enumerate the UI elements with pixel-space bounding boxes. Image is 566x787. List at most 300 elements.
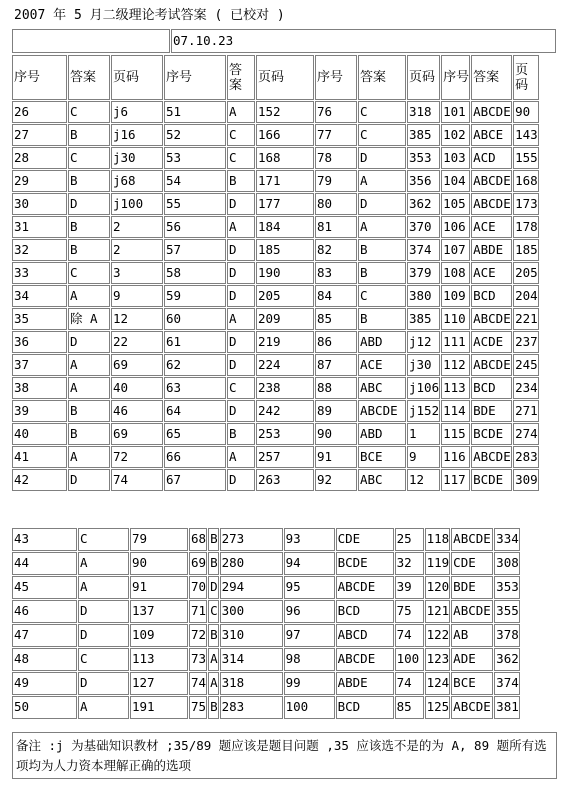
table-cell: 205 (513, 262, 539, 284)
table-cell: 113 (130, 648, 188, 671)
table-cell: j100 (111, 193, 163, 215)
table-cell: j152 (407, 400, 440, 422)
table-cell: 112 (441, 354, 470, 376)
table-cell: 92 (315, 469, 357, 491)
table-cell: B (208, 624, 219, 647)
table-cell: 33 (12, 262, 67, 284)
table-cell: D (78, 624, 129, 647)
table-cell: A (68, 377, 110, 399)
table-cell: 除 A (68, 308, 110, 330)
answers-table-top (11, 54, 540, 492)
table-cell: 46 (111, 400, 163, 422)
table-row (12, 446, 539, 468)
table-cell: C (68, 101, 110, 123)
table-cell: B (68, 423, 110, 445)
table-cell: B (68, 400, 110, 422)
table-cell: A (68, 446, 110, 468)
table-cell: CDE (451, 552, 493, 575)
table-cell: 118 (425, 528, 451, 551)
table-cell: 283 (220, 696, 283, 719)
table-cell: 37 (12, 354, 67, 376)
table-cell: j30 (111, 147, 163, 169)
table-cell: ACE (471, 216, 512, 238)
table-cell: ABDE (471, 239, 512, 261)
header-cell: 答案 (471, 55, 512, 100)
footnote: 备注 :j 为基础知识教材 ;35/89 题应该是题目问题 ,35 应该选不是的为 A, 89 题所有选项均为人力资本理解正确的选项 (12, 732, 557, 779)
table-row (12, 147, 539, 169)
table-cell: ABCDE (336, 576, 394, 599)
table-cell: 102 (441, 124, 470, 146)
table-cell: ABCD (336, 624, 394, 647)
table-cell: 38 (12, 377, 67, 399)
table-cell: 88 (315, 377, 357, 399)
table-cell: 125 (425, 696, 451, 719)
table-cell: 65 (164, 423, 226, 445)
table-cell: C (227, 147, 255, 169)
table-cell: 120 (425, 576, 451, 599)
table-cell: 40 (12, 423, 67, 445)
table-cell: 374 (494, 672, 520, 695)
table-cell: 280 (220, 552, 283, 575)
table-cell: C (68, 262, 110, 284)
table-cell: A (78, 696, 129, 719)
table-cell: A (68, 285, 110, 307)
table-cell: 72 (111, 446, 163, 468)
table-cell: 93 (284, 528, 335, 551)
table-cell: 263 (256, 469, 314, 491)
table-cell: 26 (12, 101, 67, 123)
table-cell: D (227, 262, 255, 284)
table-cell: 185 (256, 239, 314, 261)
table-cell: 204 (513, 285, 539, 307)
table-cell: 62 (164, 354, 226, 376)
table-row (12, 124, 539, 146)
table-cell: 274 (513, 423, 539, 445)
table-cell: 27 (12, 124, 67, 146)
table-cell: B (358, 308, 406, 330)
table-cell: 114 (441, 400, 470, 422)
page-title: 2007 年 5 月二级理论考试答案 ( 已校对 ) (14, 8, 285, 23)
table-cell: A (68, 354, 110, 376)
date-cell: 07.10.23 (171, 29, 556, 53)
table-cell: A (227, 216, 255, 238)
table-cell: A (78, 552, 129, 575)
table-cell: 355 (494, 600, 520, 623)
table-cell: 31 (12, 216, 67, 238)
table-cell: 100 (284, 696, 335, 719)
table-cell: 70 (189, 576, 207, 599)
table-cell: 55 (164, 193, 226, 215)
header-cell: 答案 (227, 55, 255, 100)
table-cell: A (227, 101, 255, 123)
table-cell: A (227, 446, 255, 468)
table-cell: 127 (130, 672, 188, 695)
table-cell: j16 (111, 124, 163, 146)
table-cell: ABD (358, 423, 406, 445)
table-cell: 362 (407, 193, 440, 215)
table-cell: 91 (130, 576, 188, 599)
table-row (12, 239, 539, 261)
table-cell: A (208, 648, 219, 671)
table-cell: j106 (407, 377, 440, 399)
table-cell: 143 (513, 124, 539, 146)
table-cell: 45 (12, 576, 77, 599)
table-cell: D (227, 354, 255, 376)
table-cell: 59 (164, 285, 226, 307)
table-cell: AB (451, 624, 493, 647)
table-cell: C (78, 648, 129, 671)
table-cell: ABCDE (471, 170, 512, 192)
table-cell: B (208, 552, 219, 575)
table-cell: BCD (336, 696, 394, 719)
table-cell: 3 (111, 262, 163, 284)
table-cell: 69 (189, 552, 207, 575)
table-cell: 43 (12, 528, 77, 551)
table-cell: 109 (130, 624, 188, 647)
table-cell: ACDE (471, 331, 512, 353)
table-cell: 32 (395, 552, 424, 575)
table-cell: BDE (471, 400, 512, 422)
table-cell: BDE (451, 576, 493, 599)
header-row (12, 55, 539, 100)
table-row (12, 648, 520, 671)
table-cell: 61 (164, 331, 226, 353)
table-cell: C (227, 124, 255, 146)
table-cell: 178 (513, 216, 539, 238)
table-cell: D (78, 672, 129, 695)
table-cell: 25 (395, 528, 424, 551)
table-row (12, 624, 520, 647)
table-cell: 190 (256, 262, 314, 284)
table-cell: 79 (315, 170, 357, 192)
table-cell: 237 (513, 331, 539, 353)
table-cell: 74 (395, 624, 424, 647)
table-cell: 54 (164, 170, 226, 192)
table-row (12, 552, 520, 575)
table-row (12, 354, 539, 376)
table-cell: 89 (315, 400, 357, 422)
table-cell: 83 (315, 262, 357, 284)
table-cell: ACE (358, 354, 406, 376)
table-cell: 57 (164, 239, 226, 261)
table-cell: 104 (441, 170, 470, 192)
table-cell: ABD (358, 331, 406, 353)
table-cell: 94 (284, 552, 335, 575)
table-cell: D (227, 285, 255, 307)
table-cell: 67 (164, 469, 226, 491)
table-cell: B (208, 528, 219, 551)
table-cell: j6 (111, 101, 163, 123)
table-cell: BCE (451, 672, 493, 695)
header-cell: 答案 (358, 55, 406, 100)
header-cell: 序号 (164, 55, 226, 100)
table-cell: 60 (164, 308, 226, 330)
table-cell: 30 (12, 193, 67, 215)
table-cell: 47 (12, 624, 77, 647)
table-cell: 9 (111, 285, 163, 307)
table-cell: 48 (12, 648, 77, 671)
table-cell: 106 (441, 216, 470, 238)
table-cell: 50 (12, 696, 77, 719)
table-cell: ABCDE (358, 400, 406, 422)
table-cell: ABCDE (451, 600, 493, 623)
table-cell: ABCDE (471, 446, 512, 468)
table-cell: 36 (12, 331, 67, 353)
table-cell: D (68, 469, 110, 491)
table-cell: 74 (189, 672, 207, 695)
table-cell: 177 (256, 193, 314, 215)
table-cell: 238 (256, 377, 314, 399)
table-cell: ABDE (336, 672, 394, 695)
table-cell: 72 (189, 624, 207, 647)
table-cell: 380 (407, 285, 440, 307)
table-cell: 379 (407, 262, 440, 284)
table-cell: 71 (189, 600, 207, 623)
table-cell: 209 (256, 308, 314, 330)
table-cell: ABCDE (451, 696, 493, 719)
table-cell: CDE (336, 528, 394, 551)
table-cell: D (68, 331, 110, 353)
table-cell: BCE (358, 446, 406, 468)
table-cell: B (358, 239, 406, 261)
table-cell: 300 (220, 600, 283, 623)
table-cell: D (358, 147, 406, 169)
table-cell: 113 (441, 377, 470, 399)
table-cell: 39 (395, 576, 424, 599)
header-cell: 页码 (513, 55, 539, 100)
table-cell: 69 (111, 354, 163, 376)
table-cell: ABC (358, 377, 406, 399)
table-row (12, 308, 539, 330)
table-cell: ABCDE (451, 528, 493, 551)
table-cell: A (358, 216, 406, 238)
table-cell: 155 (513, 147, 539, 169)
table-cell: BCD (336, 600, 394, 623)
header-cell: 页码 (111, 55, 163, 100)
table-cell: C (358, 285, 406, 307)
table-cell: 64 (164, 400, 226, 422)
table-cell: 111 (441, 331, 470, 353)
note-table (11, 731, 558, 780)
table-cell: A (358, 170, 406, 192)
table-cell: D (227, 400, 255, 422)
table-cell: B (227, 423, 255, 445)
table-cell: B (68, 124, 110, 146)
table-cell: A (227, 308, 255, 330)
table-cell: 245 (513, 354, 539, 376)
table-cell: 310 (220, 624, 283, 647)
table-cell: 119 (425, 552, 451, 575)
table-cell: ADE (451, 648, 493, 671)
table-cell: 29 (12, 170, 67, 192)
table-row (12, 170, 539, 192)
table-cell: 219 (256, 331, 314, 353)
header-cell: 序号 (12, 55, 67, 100)
table-cell: BCD (471, 377, 512, 399)
table-cell: 318 (220, 672, 283, 695)
table-row (12, 400, 539, 422)
table-cell: 74 (111, 469, 163, 491)
table-cell: 101 (441, 101, 470, 123)
table-cell: 370 (407, 216, 440, 238)
table-cell: 68 (189, 528, 207, 551)
table-cell: 242 (256, 400, 314, 422)
table-cell: BCDE (471, 423, 512, 445)
table-cell: 74 (395, 672, 424, 695)
date-spacer (12, 29, 170, 53)
table-cell: B (68, 239, 110, 261)
table-cell: 56 (164, 216, 226, 238)
header-cell: 页码 (407, 55, 440, 100)
table-row (12, 193, 539, 215)
table-cell: 12 (407, 469, 440, 491)
table-cell: ACE (471, 262, 512, 284)
table-cell: 78 (315, 147, 357, 169)
table-cell: D (227, 193, 255, 215)
table-row (12, 331, 539, 353)
table-cell: D (208, 576, 219, 599)
header-cell: 页码 (256, 55, 314, 100)
date-table (11, 28, 557, 54)
table-cell: 22 (111, 331, 163, 353)
table-cell: C (358, 101, 406, 123)
table-cell: 41 (12, 446, 67, 468)
table-cell: 99 (284, 672, 335, 695)
table-cell: B (68, 170, 110, 192)
table-cell: 271 (513, 400, 539, 422)
table-cell: C (78, 528, 129, 551)
table-cell: 185 (513, 239, 539, 261)
table-cell: 69 (111, 423, 163, 445)
table-cell: 152 (256, 101, 314, 123)
table-cell: 28 (12, 147, 67, 169)
table-cell: 173 (513, 193, 539, 215)
table-cell: 283 (513, 446, 539, 468)
table-cell: 294 (220, 576, 283, 599)
table-cell: B (68, 216, 110, 238)
table-cell: 253 (256, 423, 314, 445)
table-cell: 385 (407, 308, 440, 330)
table-cell: D (227, 239, 255, 261)
table-cell: 103 (441, 147, 470, 169)
table-cell: 39 (12, 400, 67, 422)
table-cell: 191 (130, 696, 188, 719)
table-cell: 91 (315, 446, 357, 468)
table-cell: 73 (189, 648, 207, 671)
table-cell: 108 (441, 262, 470, 284)
table-cell: 273 (220, 528, 283, 551)
table-cell: BCDE (471, 469, 512, 491)
table-cell: 85 (395, 696, 424, 719)
table-cell: 87 (315, 354, 357, 376)
table-cell: 171 (256, 170, 314, 192)
table-cell: C (68, 147, 110, 169)
table-cell: j12 (407, 331, 440, 353)
table-cell: 53 (164, 147, 226, 169)
header-cell: 序号 (441, 55, 470, 100)
header-cell: 答案 (68, 55, 110, 100)
table-cell: D (227, 469, 255, 491)
table-cell: 353 (407, 147, 440, 169)
table-cell: 35 (12, 308, 67, 330)
table-cell: 63 (164, 377, 226, 399)
table-cell: 385 (407, 124, 440, 146)
table-cell: 362 (494, 648, 520, 671)
table-cell: 308 (494, 552, 520, 575)
table-cell: 85 (315, 308, 357, 330)
table-cell: ABCDE (471, 193, 512, 215)
table-cell: 353 (494, 576, 520, 599)
table-cell: 168 (256, 147, 314, 169)
table-cell: 184 (256, 216, 314, 238)
table-cell: D (227, 331, 255, 353)
table-cell: 76 (315, 101, 357, 123)
table-cell: B (227, 170, 255, 192)
table-cell: 52 (164, 124, 226, 146)
table-row (12, 528, 520, 551)
table-cell: ABCDE (336, 648, 394, 671)
table-cell: 122 (425, 624, 451, 647)
table-cell: 98 (284, 648, 335, 671)
table-cell: C (358, 124, 406, 146)
table-row (12, 285, 539, 307)
table-cell: 168 (513, 170, 539, 192)
table-cell: 381 (494, 696, 520, 719)
table-cell: 75 (395, 600, 424, 623)
table-cell: 121 (425, 600, 451, 623)
table-cell: 374 (407, 239, 440, 261)
table-cell: B (358, 262, 406, 284)
table-cell: 224 (256, 354, 314, 376)
table-cell: D (78, 600, 129, 623)
table-cell: BCD (471, 285, 512, 307)
table-cell: D (68, 193, 110, 215)
table-cell: 137 (130, 600, 188, 623)
table-cell: 44 (12, 552, 77, 575)
table-cell: 116 (441, 446, 470, 468)
table-row (12, 216, 539, 238)
table-row (12, 377, 539, 399)
table-cell: j30 (407, 354, 440, 376)
table-cell: 117 (441, 469, 470, 491)
table-cell: 84 (315, 285, 357, 307)
table-cell: 32 (12, 239, 67, 261)
table-cell: 1 (407, 423, 440, 445)
table-cell: 110 (441, 308, 470, 330)
table-cell: 314 (220, 648, 283, 671)
table-cell: 109 (441, 285, 470, 307)
table-cell: 234 (513, 377, 539, 399)
table-cell: 334 (494, 528, 520, 551)
table-cell: B (208, 696, 219, 719)
table-cell: 75 (189, 696, 207, 719)
table-cell: 9 (407, 446, 440, 468)
answers-table-bottom (11, 527, 521, 720)
table-cell: ABCDE (471, 354, 512, 376)
table-cell: 90 (513, 101, 539, 123)
table-cell: 221 (513, 308, 539, 330)
table-cell: C (208, 600, 219, 623)
table-cell: 90 (315, 423, 357, 445)
table-row (12, 101, 539, 123)
table-cell: ABCDE (471, 308, 512, 330)
table-cell: 49 (12, 672, 77, 695)
table-cell: 51 (164, 101, 226, 123)
table-cell: j68 (111, 170, 163, 192)
table-cell: A (78, 576, 129, 599)
table-cell: 90 (130, 552, 188, 575)
header-cell: 序号 (315, 55, 357, 100)
